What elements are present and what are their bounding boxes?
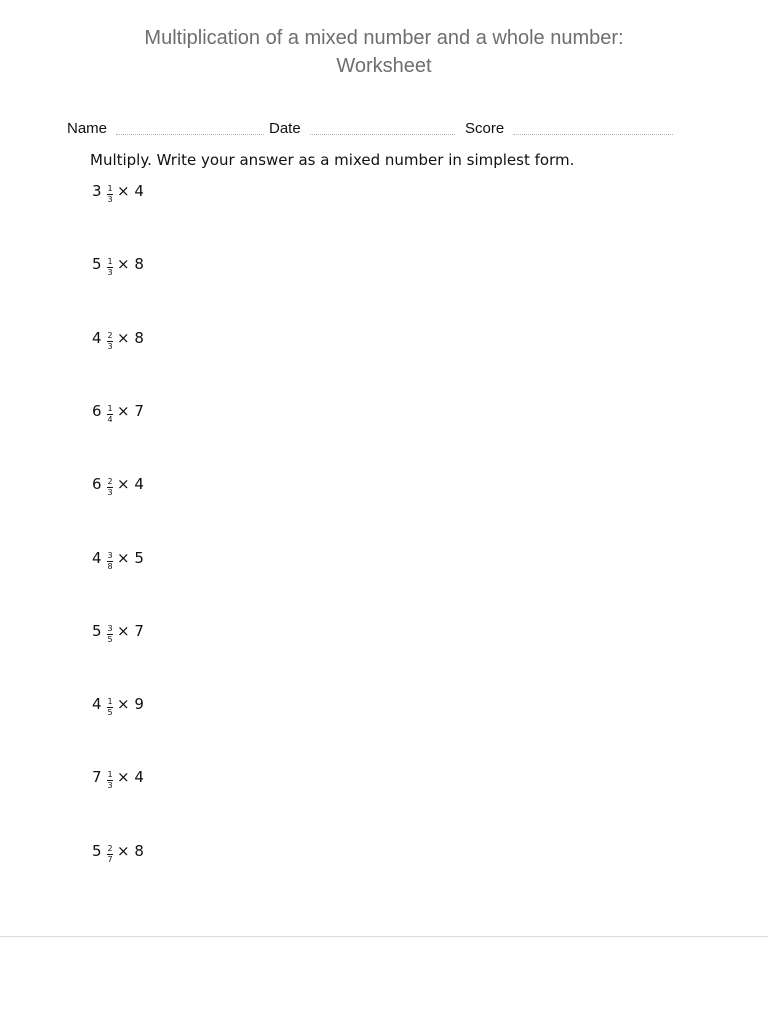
- times-sign: ×: [117, 768, 130, 786]
- problem-item: [0, 622, 400, 662]
- times-sign: ×: [117, 255, 130, 273]
- whole-number-factor: 8: [134, 842, 144, 860]
- whole-part: 4: [92, 329, 102, 347]
- page-divider: [0, 936, 768, 937]
- header-fields: [67, 120, 687, 140]
- multiplier: [117, 842, 144, 860]
- numerator: 2: [107, 844, 113, 853]
- worksheet-title-line-2: Worksheet: [336, 55, 432, 77]
- whole-part: 6: [92, 475, 102, 493]
- multiplier: [117, 402, 144, 420]
- times-sign: ×: [117, 402, 130, 420]
- problem-item: [0, 768, 400, 808]
- multiplier: [117, 622, 144, 640]
- fraction: [106, 697, 114, 717]
- whole-part: 7: [92, 768, 102, 786]
- numerator: 3: [107, 624, 113, 633]
- whole-number-factor: 9: [134, 695, 144, 713]
- denominator: 3: [107, 488, 113, 497]
- whole-number-factor: 5: [134, 549, 144, 567]
- date-blank[interactable]: [310, 134, 455, 135]
- multiplier: [117, 695, 144, 713]
- problem-item: [0, 842, 400, 882]
- problem-item: [0, 549, 400, 589]
- denominator: 5: [107, 708, 113, 717]
- whole-part: 5: [92, 622, 102, 640]
- problem-item: [0, 329, 400, 369]
- whole-part: 4: [92, 549, 102, 567]
- denominator: 7: [107, 855, 113, 864]
- fraction: [106, 551, 114, 571]
- whole-number-factor: 8: [134, 329, 144, 347]
- times-sign: ×: [117, 622, 130, 640]
- multiplier: [117, 768, 144, 786]
- whole-part: 4: [92, 695, 102, 713]
- numerator: 2: [107, 477, 113, 486]
- whole-part: 6: [92, 402, 102, 420]
- problem-item: [0, 475, 400, 515]
- whole-number-factor: 4: [134, 182, 144, 200]
- date-label: Date: [269, 120, 301, 137]
- problem-item: [0, 695, 400, 735]
- denominator: 3: [107, 781, 113, 790]
- multiplier: [117, 329, 144, 347]
- times-sign: ×: [117, 182, 130, 200]
- times-sign: ×: [117, 695, 130, 713]
- times-sign: ×: [117, 329, 130, 347]
- score-blank[interactable]: [513, 134, 673, 135]
- numerator: 1: [107, 257, 113, 266]
- problem-item: [0, 255, 400, 295]
- times-sign: ×: [117, 842, 130, 860]
- numerator: 1: [107, 770, 113, 779]
- whole-part: 3: [92, 182, 102, 200]
- whole-part: 5: [92, 255, 102, 273]
- numerator: 1: [107, 404, 113, 413]
- whole-number-factor: 7: [134, 622, 144, 640]
- denominator: 5: [107, 635, 113, 644]
- denominator: 8: [107, 562, 113, 571]
- score-label: Score: [465, 120, 505, 137]
- denominator: 3: [107, 268, 113, 277]
- times-sign: ×: [117, 475, 130, 493]
- name-blank[interactable]: [116, 134, 264, 135]
- fraction: [106, 257, 114, 277]
- multiplier: [117, 475, 144, 493]
- instructions: Multiply. Write your answer as a mixed number in simplest form.: [90, 151, 575, 169]
- fraction: [106, 331, 114, 351]
- multiplier: [117, 255, 144, 273]
- whole-number-factor: 4: [134, 475, 144, 493]
- fraction: [106, 844, 114, 864]
- whole-number-factor: 7: [134, 402, 144, 420]
- whole-number-factor: 4: [134, 768, 144, 786]
- numerator: 1: [107, 697, 113, 706]
- numerator: 3: [107, 551, 113, 560]
- denominator: 3: [107, 195, 113, 204]
- fraction: [106, 770, 114, 790]
- fraction: [106, 404, 114, 424]
- numerator: 1: [107, 184, 113, 193]
- whole-part: 5: [92, 842, 102, 860]
- multiplier: [117, 182, 144, 200]
- problem-item: [0, 402, 400, 442]
- whole-number-factor: 8: [134, 255, 144, 273]
- fraction: [106, 477, 114, 497]
- multiplier: [117, 549, 144, 567]
- problem-item: [0, 182, 400, 222]
- name-label: Name: [67, 120, 108, 137]
- denominator: 3: [107, 342, 113, 351]
- worksheet-title-line-1: Multiplication of a mixed number and a whole number:: [144, 27, 624, 49]
- denominator: 4: [107, 415, 113, 424]
- numerator: 2: [107, 331, 113, 340]
- fraction: [106, 624, 114, 644]
- times-sign: ×: [117, 549, 130, 567]
- fraction: [106, 184, 114, 204]
